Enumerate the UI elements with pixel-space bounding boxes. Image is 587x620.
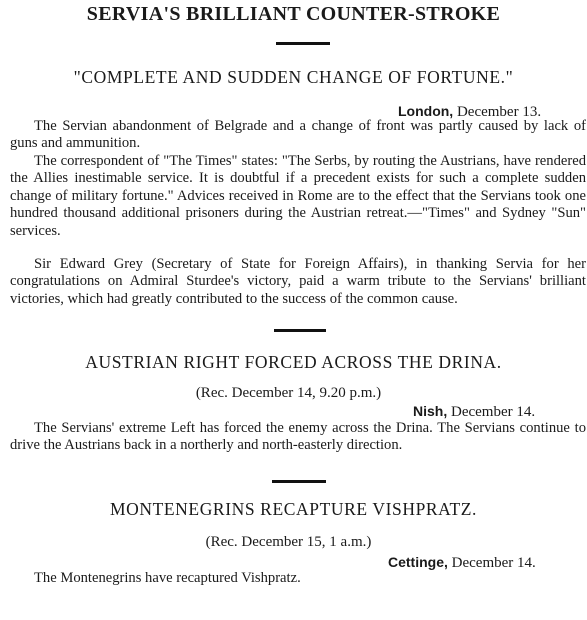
vishpratz-headline: MONTENEGRINS RECAPTURE VISHPRATZ. bbox=[109, 499, 478, 519]
article-subheadline: "COMPLETE AND SUDDEN CHANGE OF FORTUNE." bbox=[73, 67, 514, 87]
dateline-date: December 14. bbox=[451, 555, 536, 571]
drina-headline: AUSTRIAN RIGHT FORCED ACROSS THE DRINA. bbox=[85, 352, 502, 372]
drina-paragraph: The Servians' extreme Left has forced the enemy across the Drina. The Servians continue to drive the Austrians back in a northerly and north-easterly direction. bbox=[10, 420, 586, 454]
dateline-nish bbox=[413, 403, 535, 421]
headline-rule bbox=[276, 42, 330, 45]
dateline-date: December 14. bbox=[450, 404, 536, 420]
dateline-place: London, bbox=[398, 103, 454, 119]
dateline-date: December 13. bbox=[456, 104, 542, 120]
dateline-place: Cettinge, bbox=[388, 554, 448, 570]
article-headline: SERVIA'S BRILLIANT COUNTER-STROKE bbox=[86, 3, 501, 25]
vishpratz-paragraph: The Montenegrins have recaptured Vishpratz. bbox=[34, 570, 301, 586]
drina-received: (Rec. December 14, 9.20 p.m.) bbox=[195, 385, 382, 401]
article-paragraph-3: Sir Edward Grey (Secretary of State for Foreign Affairs), in thanking Servia for her congratulations on Admiral Sturdee's victory, paid a warm tribute to the Servians' brilliant victories, which had greatly contributed to the success of the common cause. bbox=[10, 256, 586, 307]
article-paragraph-2: The correspondent of "The Times" states: "The Serbs, by routing the Austrians, have rendered the Allies inestimable service. It is doubtful if a precedent exists for such a complete sudden change of military fortune." Advices received in Rome are to the effect that the Servians took one hundred thousand additional prisoners during the Austrian retreat.—"Times" and Sydney "Sun" services. bbox=[10, 153, 586, 239]
section-rule bbox=[272, 480, 326, 483]
section-rule bbox=[274, 329, 326, 332]
article-paragraph-1: The Servian abandonment of Belgrade and a change of front was partly caused by lack of guns and ammunition. bbox=[10, 118, 586, 152]
dateline-place: Nish, bbox=[413, 403, 448, 419]
vishpratz-received: (Rec. December 15, 1 a.m.) bbox=[205, 534, 372, 550]
